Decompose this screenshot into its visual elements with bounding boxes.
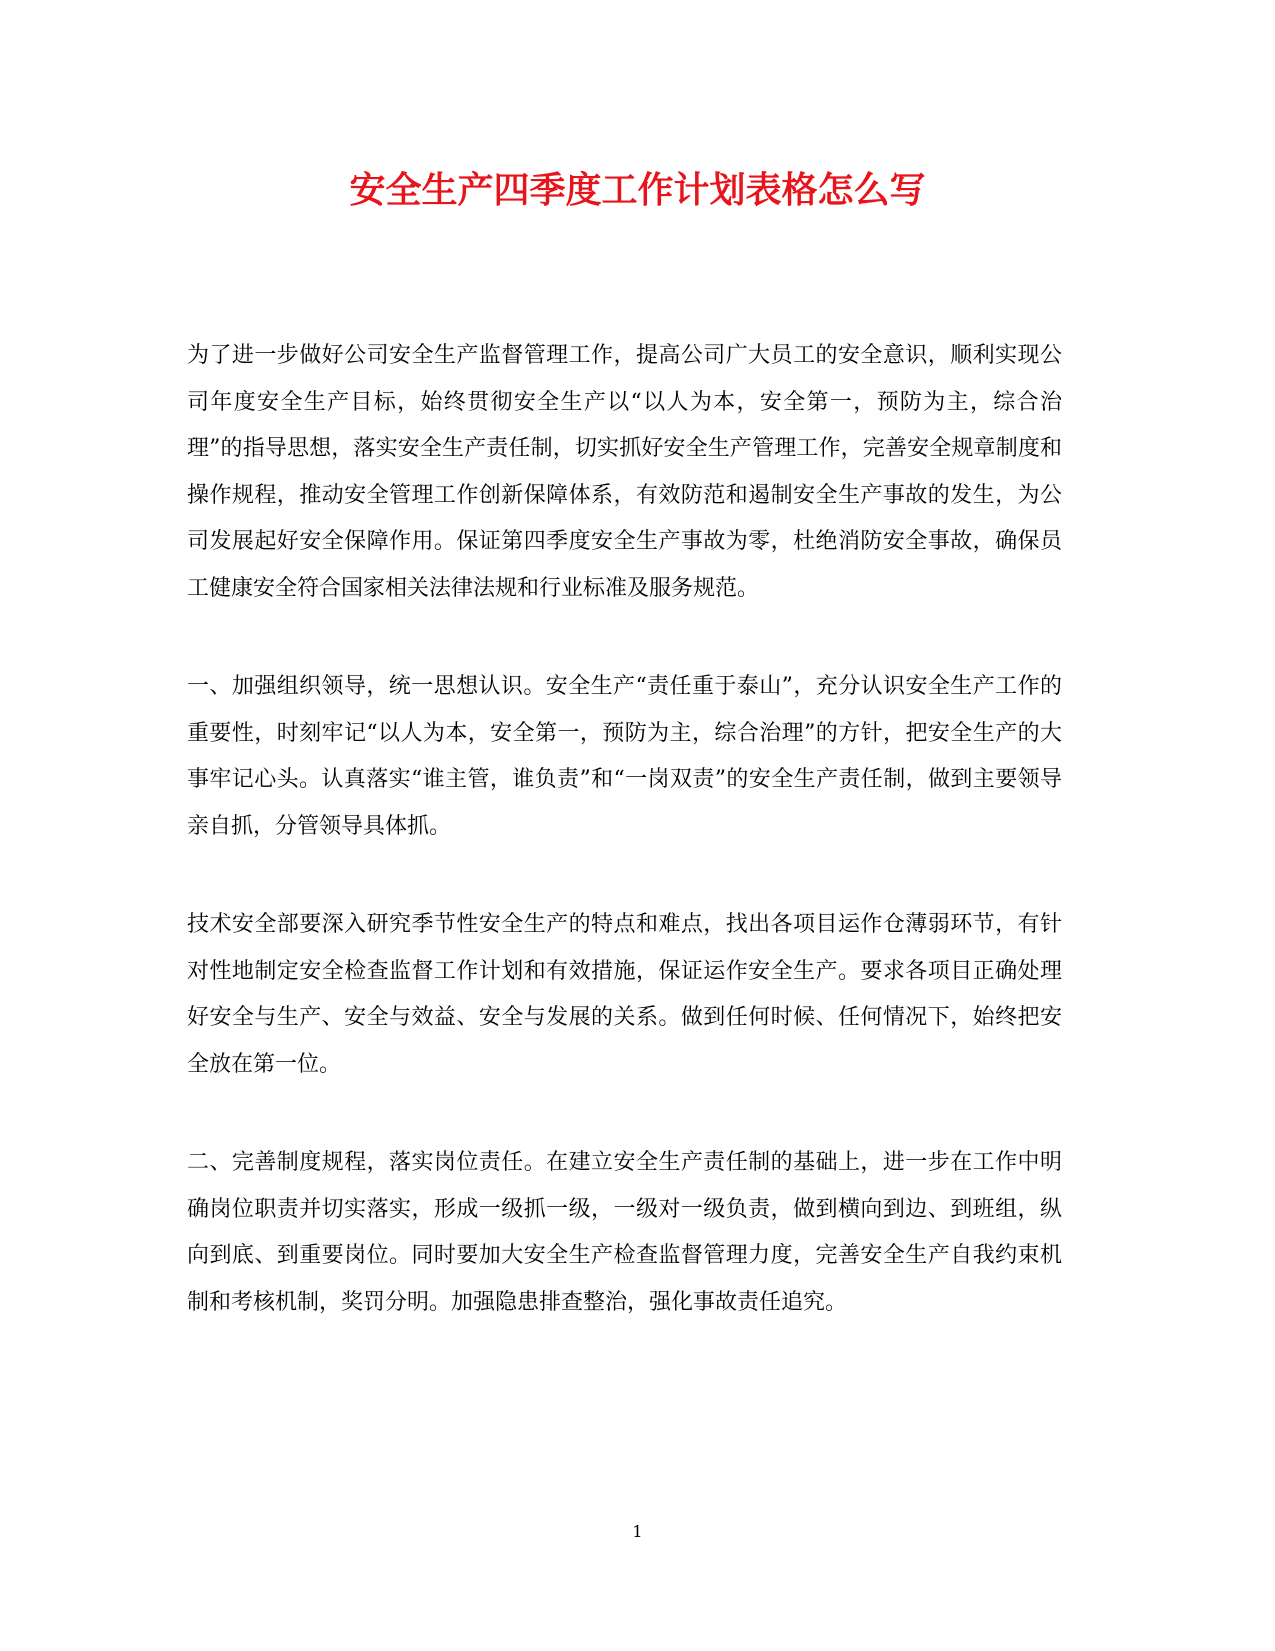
paragraph-intro: 为了进一步做好公司安全生产监督管理工作，提高公司广大员工的安全意识，顺利实现公司年度安全生产目标，始终贯彻安全生产以“以人为本，安全第一，预防为主，综合治理”的指导思想，落实安全生产责任制，切实抓好安全生产管理工作，完善安全规章制度和操作规程，推动安全管理工作创新保障体系，有效防范和遏制安全生产事故的发生，为公司发展起好安全保障作用。保证第四季度安全生产事故为零，杜绝消防安全事故，确保员工健康安全符合国家相关法律法规和行业标准及服务规范。	[187, 343, 1062, 601]
paragraph-section-2: 二、完善制度规程，落实岗位责任。在建立安全生产责任制的基础上，进一步在工作中明确岗位职责并切实落实，形成一级抓一级，一级对一级负责，做到横向到边、到班组，纵向到底、到重要岗位。同时要加大安全生产检查监督管理力度，完善安全生产自我约束机制和考核机制，奖罚分明。加强隐患排查整治，强化事故责任追究。	[187, 1150, 1062, 1315]
document-body	[187, 333, 1062, 1326]
paragraph-technical-safety: 技术安全部要深入研究季节性安全生产的特点和难点，找出各项目运作仓薄弱环节，有针对性地制定安全检查监督工作计划和有效措施，保证运作安全生产。要求各项目正确处理好安全与生产、安全与效益、安全与发展的关系。做到任何时候、任何情况下，始终把安全放在第一位。	[187, 912, 1062, 1077]
document-title: 安全生产四季度工作计划表格怎么写	[349, 169, 926, 211]
paragraph-section-1: 一、加强组织领导，统一思想认识。安全生产“责任重于泰山”，充分认识安全生产工作的重要性，时刻牢记“以人为本，安全第一，预防为主，综合治理”的方针，把安全生产的大事牢记心头。认真落实“谁主管，谁负责”和“一岗双责”的安全生产责任制，做到主要领导亲自抓，分管领导具体抓。	[187, 674, 1062, 839]
page-number: 1	[632, 1522, 643, 1541]
